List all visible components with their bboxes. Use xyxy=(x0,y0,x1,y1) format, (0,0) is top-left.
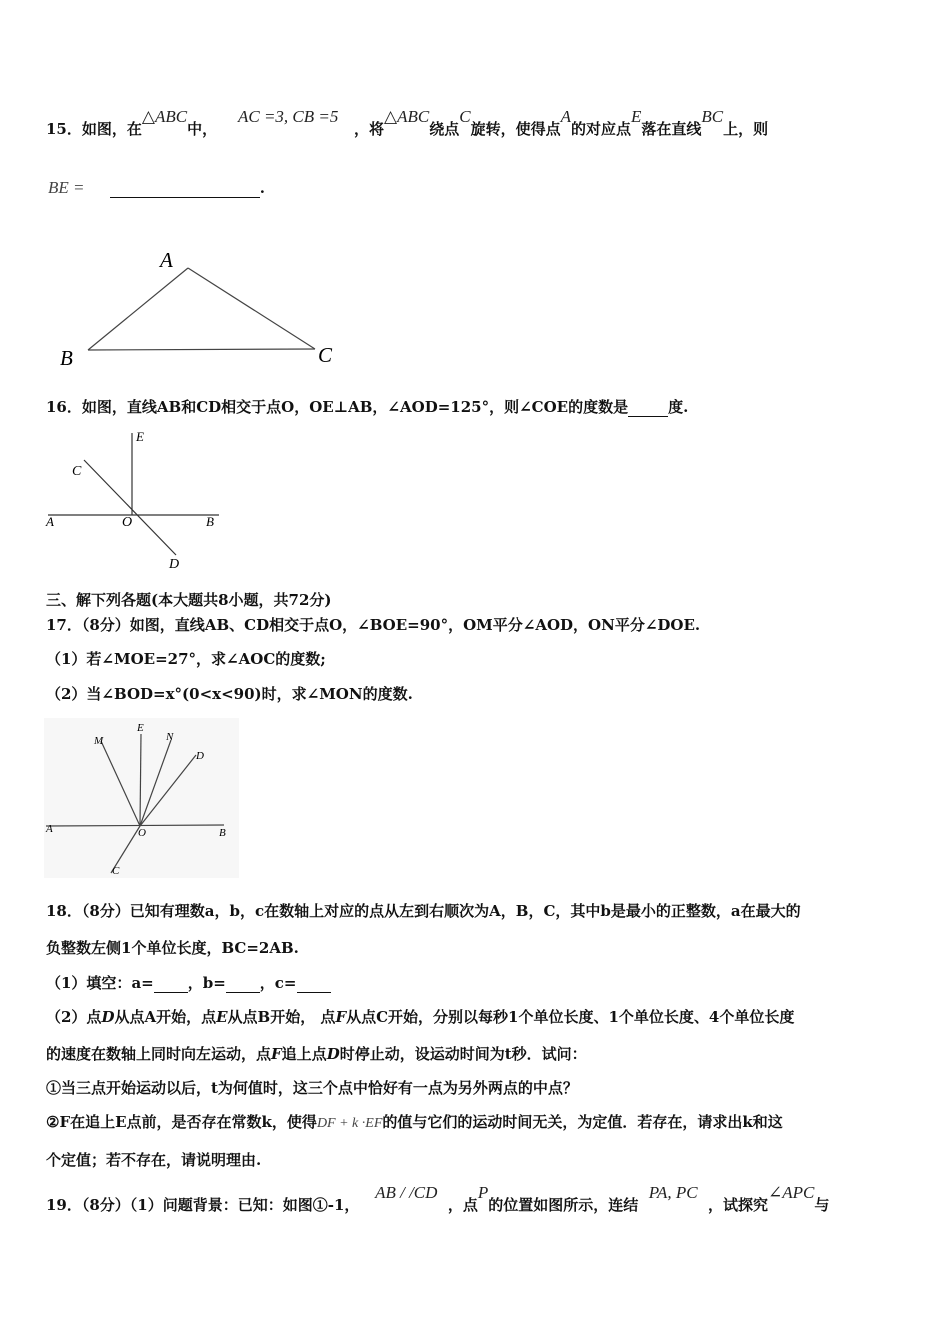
q19-angle: ∠APC xyxy=(768,1183,815,1202)
q17-label-o: O xyxy=(138,827,146,839)
q15-label-a: A xyxy=(160,248,173,272)
q17-stem: 17．（8分）如图，直线AB、CD相交于点O，∠BOE=90°，OM平分∠AOD，ON平分∠DOE. xyxy=(46,616,701,634)
q15-text: 中， xyxy=(187,120,218,138)
q18-a-label: （1）填空：a= xyxy=(46,974,154,992)
q17-label-b: B xyxy=(219,827,226,839)
q15-point-c: C xyxy=(459,107,471,126)
q18-a-blank[interactable] xyxy=(154,977,188,993)
q16-label-a: A xyxy=(46,514,54,529)
q18-point-f: F xyxy=(271,1045,282,1063)
q15-text: 落在直线 xyxy=(641,120,702,138)
q15-point-a: A xyxy=(560,107,571,126)
q15-num: 15．如图，在 xyxy=(46,120,142,138)
q18-stem-line-2: 负整数左侧1个单位长度，BC=2AB. xyxy=(46,939,299,957)
q15-label-b: B xyxy=(60,346,73,370)
q18-stem-line-1: 18．（8分）已知有理数a，b，c在数轴上对应的点从左到右顺次为A，B，C，其中b是最小的正整数，a在最大的 xyxy=(46,902,801,920)
q15-triangle-figure xyxy=(50,245,350,375)
q18-text: 的速度在数轴上同时向左运动，点 xyxy=(46,1045,272,1063)
q19-segments: PA, PC xyxy=(648,1183,698,1202)
q17-label-c: C xyxy=(112,865,120,877)
q15-label-c: C xyxy=(318,343,333,367)
q18-text: 从点B开始， 点 xyxy=(227,1008,336,1026)
q15-answer-line xyxy=(48,178,265,198)
q17-figure xyxy=(44,718,244,878)
q15-given: AC =3, CB =5 xyxy=(237,107,339,126)
q16-label-o: O xyxy=(122,515,133,530)
q19-text: 19．（8分）（1）问题背景：已知：如图①-1， xyxy=(46,1196,360,1214)
q15-text: 上，则 xyxy=(723,120,769,138)
q19-text: ，试探究 xyxy=(708,1196,769,1214)
q18-text: 从点C开始，分别以每秒1个单位长度、1个单位长度、4个单位长度 xyxy=(346,1008,795,1026)
q18-text: ②F在追上E点前，是否存在常数k，使得 xyxy=(46,1113,317,1131)
q15-answer-blank[interactable] xyxy=(110,179,260,198)
q18-part-2-cont xyxy=(46,1043,587,1064)
q17-label-n: N xyxy=(166,731,174,743)
q16-label-d: D xyxy=(169,557,180,572)
q18-b-label: ，b= xyxy=(187,974,226,992)
q18-text: 时停止动，设运动时间为t秒．试问： xyxy=(339,1045,587,1063)
q18-text: 追上点 xyxy=(281,1045,327,1063)
q17-label-d: D xyxy=(196,750,204,762)
q15-triangle-1: △ABC xyxy=(141,107,188,126)
q18-text: （2）点 xyxy=(46,1008,102,1026)
q19-point-p: P xyxy=(477,1183,489,1202)
q15-period: . xyxy=(259,179,265,197)
q16-answer-blank[interactable] xyxy=(628,401,668,417)
q19-text: 的位置如图所示，连结 xyxy=(488,1196,639,1214)
q18-text: 的值与它们的运动时间无关，为定值．若存在，请求出k和这 xyxy=(382,1113,783,1131)
q16-unit: 度. xyxy=(668,398,689,416)
q15-stem xyxy=(46,107,769,139)
q15-line-bc: BC xyxy=(701,107,724,126)
q17-label-e: E xyxy=(137,722,144,734)
q18-c-blank[interactable] xyxy=(297,977,331,993)
q18-part-1 xyxy=(46,972,331,993)
q18-point-d: D xyxy=(326,1045,340,1063)
q18-part-2 xyxy=(46,1006,794,1027)
q18-question-1: ①当三点开始运动以后，t为何值时，这三个点中恰好有一点为另外两点的中点？ xyxy=(46,1079,578,1097)
q18-point-e: E xyxy=(216,1008,228,1026)
q16-text: 16．如图，直线AB和CD相交于点O，OE⊥AB，∠AOD=125°，则∠COE的度数是 xyxy=(46,398,629,416)
q15-text: 的对应点 xyxy=(571,120,632,138)
q16-label-b: B xyxy=(206,514,214,529)
q15-text: 旋转，使得点 xyxy=(470,120,561,138)
q19-parallel: AB / /CD xyxy=(375,1183,438,1202)
q17-label-a: A xyxy=(46,823,53,835)
q16-figure xyxy=(44,425,244,575)
q15-text: 绕点 xyxy=(429,120,460,138)
q18-expression: DF + k ·EF xyxy=(316,1116,383,1131)
q18-point-d: D xyxy=(101,1008,115,1026)
q18-question-2 xyxy=(46,1111,783,1132)
q18-b-blank[interactable] xyxy=(226,977,260,993)
section-3-heading: 三、解下列各题(本大题共8小题，共72分) xyxy=(46,591,332,609)
q19-stem xyxy=(46,1183,830,1215)
q19-text: 与 xyxy=(814,1196,830,1214)
q17-part-2: （2）当∠BOD=x°(0<x<90)时，求∠MON的度数. xyxy=(46,685,413,703)
q18-point-f: F xyxy=(335,1008,347,1026)
q18-c-label: ，c= xyxy=(259,974,297,992)
q15-text: ，将 xyxy=(354,120,385,138)
q17-part-1: （1）若∠MOE=27°，求∠AOC的度数; xyxy=(46,650,326,668)
q15-be: BE = xyxy=(48,178,85,197)
q15-point-e: E xyxy=(631,107,642,126)
q19-text: ，点 xyxy=(447,1196,478,1214)
q16-label-e: E xyxy=(136,429,144,444)
q15-triangle-2: △ABC xyxy=(384,107,430,126)
q18-question-2-cont: 个定值；若不存在，请说明理由. xyxy=(46,1151,262,1169)
q18-text: 从点A开始，点 xyxy=(114,1008,217,1026)
q16-label-c: C xyxy=(72,464,82,479)
q17-label-m: M xyxy=(94,735,104,747)
q16-stem xyxy=(46,396,688,417)
